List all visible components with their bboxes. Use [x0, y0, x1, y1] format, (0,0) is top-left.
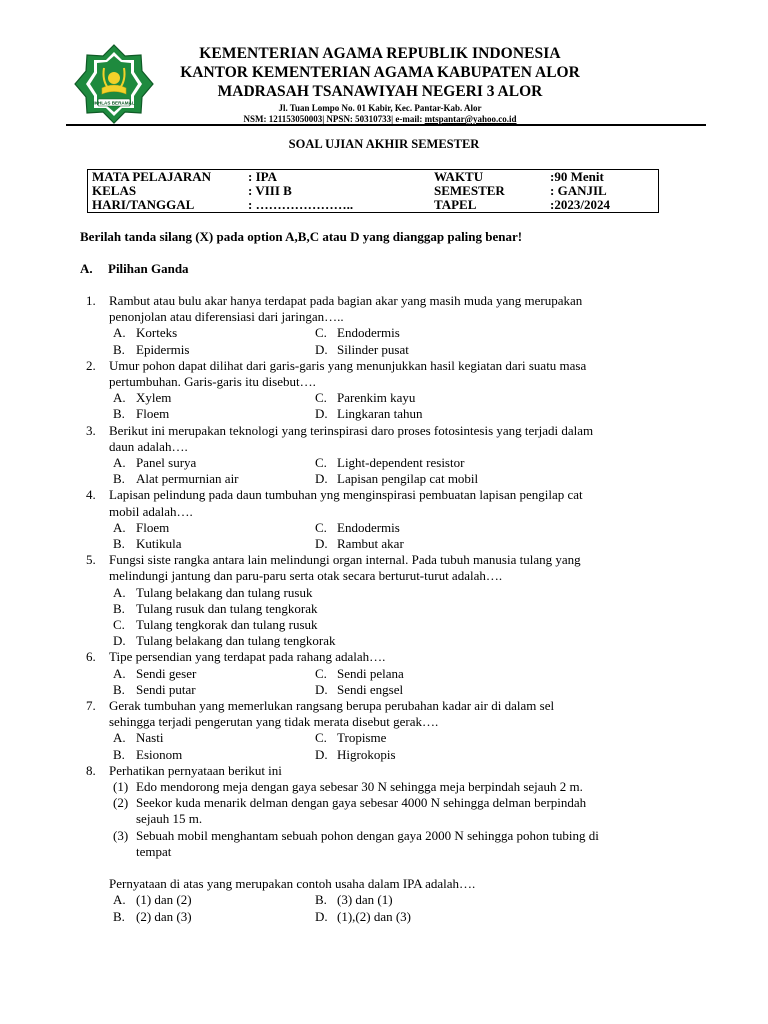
statement-key: (3): [113, 827, 129, 843]
option-text: Lapisan pengilap cat mobil: [337, 471, 479, 487]
option-key-d: D.: [113, 633, 126, 649]
info-mapel-value: : IPA: [248, 169, 278, 184]
option-key-c: C.: [315, 519, 327, 535]
question-text: mobil adalah….: [109, 503, 193, 519]
question-text: sehingga terjadi pengerutan yang tidak merata disebut gerak….: [109, 714, 439, 730]
info-mapel-label: MATA PELAJARAN: [92, 169, 212, 184]
question-text: Tipe persendian yang terdapat pada rahang adalah….: [109, 649, 386, 665]
option-key-b: B.: [113, 536, 125, 551]
question-text: daun adalah….: [109, 438, 188, 454]
option-text: Esionom: [136, 746, 183, 762]
option-key-a: A.: [113, 455, 126, 470]
question-text: Lapisan pelindung pada daun tumbuhan yng menginspirasi pembuatan lapisan pengilap cat: [109, 487, 583, 503]
option-text: Silinder pusat: [337, 341, 409, 357]
option-text: Higrokopis: [337, 746, 396, 762]
option-text: Kutikula: [136, 536, 182, 551]
section-heading: [80, 261, 189, 277]
question-text: pertumbuhan. Garis-garis itu disebut….: [109, 374, 316, 389]
question-number: 3.: [86, 422, 96, 438]
option-key-a: A.: [113, 730, 126, 746]
option-text: Sendi engsel: [337, 681, 404, 697]
option-text: Lingkaran tahun: [337, 406, 423, 422]
statement-key: (1): [113, 779, 129, 794]
option-key-b: B.: [113, 908, 125, 924]
option-text: Floem: [136, 406, 170, 422]
kemenag-logo-icon: [72, 42, 156, 126]
option-key-d: D.: [315, 471, 328, 487]
option-text: Rambut akar: [337, 536, 404, 551]
info-hari-value: : …………………..: [248, 197, 354, 212]
option-key-a: A.: [113, 325, 126, 341]
option-key-d: D.: [315, 536, 328, 551]
option-key-a: A.: [113, 665, 126, 681]
instruction-text: Berilah tanda silang (X) pada option A,B,C atau D yang dianggap paling benar!: [80, 229, 523, 244]
exam-title: SOAL UJIAN AKHIR SEMESTER: [288, 137, 480, 151]
question-text: Gerak tumbuhan yang memerlukan rangsang berupa perubahan kadar air di dalam sel: [109, 698, 555, 713]
option-text: Sendi pelana: [337, 665, 404, 681]
header-school: MADRASAH TSANAWIYAH NEGERI 3 ALOR: [217, 83, 543, 100]
question-text: penonjolan atau diferensiasi dari jaringan…..: [109, 309, 344, 325]
option-key-d: D.: [315, 746, 328, 762]
option-text: Epidermis: [136, 341, 190, 357]
statement-text: tempat: [136, 843, 172, 859]
info-kelas-label: KELAS: [92, 183, 137, 198]
info-hari-label: HARI/TANGGAL: [92, 197, 195, 212]
option-key-c: C.: [315, 455, 327, 470]
statement-text: Edo mendorong meja dengan gaya sebesar 30 N sehingga meja berpindah sejauh 2 m.: [136, 779, 583, 794]
question-text: Berikut ini merupakan teknologi yang terinspirasi daro proses fotosintesis yang terjadi dalam: [109, 422, 594, 438]
option-key-b: B.: [113, 341, 125, 357]
option-text: (1),(2) dan (3): [337, 908, 411, 924]
option-text: Floem: [136, 519, 170, 535]
header-email-link[interactable]: mtspantar@yahoo.co.id: [424, 114, 517, 124]
question-number: 4.: [86, 487, 96, 503]
option-text: Tulang belakang dan tulang rusuk: [136, 584, 313, 600]
question-text: Perhatikan pernyataan berikut ini: [109, 762, 282, 778]
option-key-a: A.: [113, 519, 126, 535]
option-text: Tulang belakang dan tulang tengkorak: [136, 633, 336, 649]
option-key-c: C.: [113, 617, 125, 632]
statement-text: Sebuah mobil menghantam sebuah pohon dengan gaya 2000 N sehingga pohon tubing di: [136, 827, 599, 843]
info-tapel-value: :2023/2024: [550, 197, 610, 212]
option-key-d: D.: [315, 681, 328, 697]
question-prompt: Pernyataan di atas yang merupakan contoh usaha dalam IPA adalah….: [109, 876, 476, 892]
statement-text: Seekor kuda menarik delman dengan gaya sebesar 4000 N sehingga delman berpindah: [136, 795, 587, 811]
section-title: Pilihan Ganda: [108, 261, 189, 276]
option-text: Nasti: [136, 730, 164, 746]
statement-text: sejauh 15 m.: [136, 811, 203, 827]
question-number: 7.: [86, 698, 96, 713]
question-text: Fungsi siste rangka antara lain melindungi organ internal. Pada tubuh manusia tulang yang: [109, 552, 581, 568]
option-text: Sendi putar: [136, 681, 196, 697]
header-office: KANTOR KEMENTERIAN AGAMA KABUPATEN ALOR: [180, 64, 580, 81]
option-key-a: A.: [113, 892, 126, 908]
option-text: Endodermis: [337, 325, 400, 341]
option-text: (3) dan (1): [337, 892, 393, 908]
statement-key: (2): [113, 795, 129, 811]
option-text: (2) dan (3): [136, 908, 192, 924]
option-key-c: C.: [315, 325, 327, 341]
option-text: (1) dan (2): [136, 892, 192, 908]
option-text: Parenkim kayu: [337, 390, 416, 406]
info-waktu-label: WAKTU: [434, 169, 484, 184]
letterhead-divider: [66, 124, 706, 126]
info-waktu-value: :90 Menit: [550, 169, 604, 184]
question-number: 8.: [86, 762, 96, 778]
question-number: 6.: [86, 649, 96, 665]
option-key-b: B.: [113, 746, 125, 762]
option-key-c: C.: [315, 730, 327, 746]
option-key-a: A.: [113, 390, 126, 406]
option-text: Sendi geser: [136, 665, 197, 681]
option-text: Alat permurnian air: [136, 471, 239, 487]
option-key-b: B.: [113, 471, 125, 487]
option-text: Light-dependent resistor: [337, 455, 465, 470]
question-number: 2.: [86, 357, 96, 373]
option-key-b: B.: [113, 681, 125, 697]
info-semester-value: : GANJIL: [550, 183, 607, 198]
header-address: Jl. Tuan Lompo No. 01 Kabir, Kec. Pantar-Kab. Alor: [278, 103, 482, 113]
question-text: Rambut atau bulu akar hanya terdapat pada bagian akar yang masih muda yang merupakan: [109, 293, 583, 308]
info-semester-label: SEMESTER: [434, 183, 505, 198]
section-letter: A.: [80, 261, 93, 276]
option-key-d: D.: [315, 406, 328, 422]
question-text: melindungi jantung dan paru-paru serta otak secara berturut-turut adalah….: [109, 568, 503, 584]
svg-text:IKHLAS BERAMAL: IKHLAS BERAMAL: [93, 100, 135, 106]
option-key-b: B.: [113, 406, 125, 422]
question-text: Umur pohon dapat dilihat dari garis-garis yang menunjukkan hasil kegiatan dari suatu masa: [109, 357, 587, 373]
letterhead: [150, 44, 610, 125]
option-text: Panel surya: [136, 455, 197, 470]
option-key-c: C.: [315, 390, 327, 406]
option-key-b: B.: [113, 600, 125, 616]
header-nsm: NSM: 121153050003| NPSN: 50310733| e-mail:: [243, 114, 425, 124]
option-text: Korteks: [136, 325, 178, 341]
exam-info-table: [87, 169, 659, 213]
info-kelas-value: : VIII B: [248, 183, 292, 198]
option-key-b: B.: [315, 892, 327, 908]
question-number: 5.: [86, 552, 96, 568]
info-tapel-label: TAPEL: [434, 197, 477, 212]
option-text: Endodermis: [337, 519, 400, 535]
option-text: Tropisme: [337, 730, 387, 746]
header-ministry: KEMENTERIAN AGAMA REPUBLIK INDONESIA: [199, 45, 561, 62]
question-number: 1.: [86, 293, 96, 308]
option-text: Tulang tengkorak dan tulang rusuk: [136, 617, 318, 632]
option-text: Xylem: [136, 390, 172, 406]
option-key-c: C.: [315, 665, 327, 681]
option-key-d: D.: [315, 341, 328, 357]
option-key-a: A.: [113, 584, 126, 600]
option-key-d: D.: [315, 908, 328, 924]
option-text: Tulang rusuk dan tulang tengkorak: [136, 600, 318, 616]
